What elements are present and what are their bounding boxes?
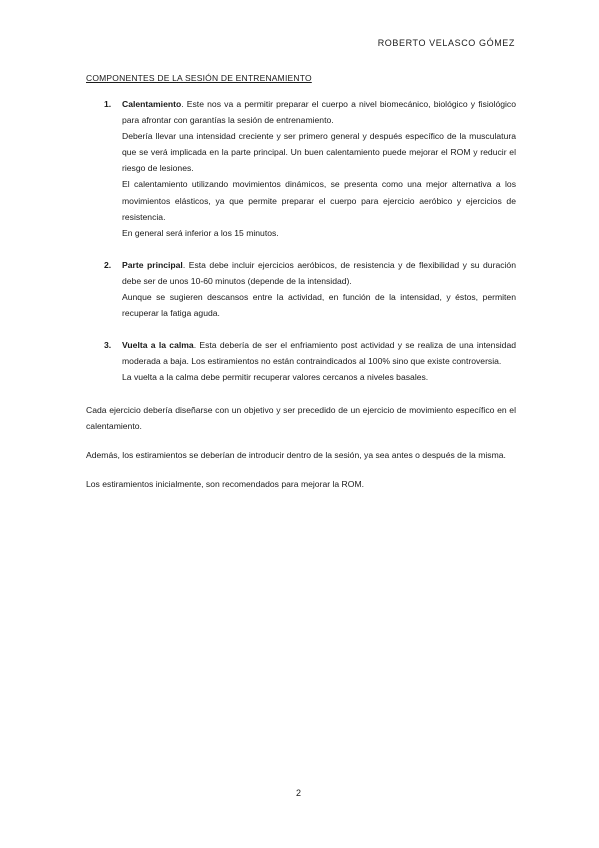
body-paragraph: Cada ejercicio debería diseñarse con un objetivo y ser precedido de un ejercicio de movimiento específico en el calentamiento. [86, 405, 516, 432]
list-item-title: Vuelta a la calma [122, 340, 194, 351]
list-item-body [122, 96, 516, 241]
list-item-body [122, 337, 516, 385]
list-number: 2. [104, 259, 112, 270]
list-number: 1. [104, 99, 112, 109]
list-item-lead-text: . Este nos va a permitir preparar el cuerpo a nivel biomecánico, biológico y fisiológico para afrontar con garantías la sesión de entrenamiento. [122, 99, 516, 126]
section-title: COMPONENTES DE LA SESIÓN DE ENTRENAMIENTO [86, 73, 312, 83]
body-paragraph: Además, los estiramientos se deberían de introducir dentro de la sesión, ya sea antes o después de la misma. [86, 450, 506, 461]
list-item-paragraph: En general será inferior a los 15 minutos. [122, 227, 279, 238]
page-number: 2 [296, 788, 302, 798]
list-item-lead-text: . Esta debe incluir ejercicios aeróbicos, de resistencia y de flexibilidad y su duración debe ser de unos 10-60 minutos (depende de la intensidad). [122, 259, 516, 286]
list-item-lead [122, 96, 516, 128]
list-item-cooldown [86, 337, 516, 385]
list-item-lead [122, 337, 516, 369]
list-item-paragraph: La vuelta a la calma debe permitir recuperar valores cercanos a niveles basales. [122, 372, 429, 383]
list-item-warmup [86, 96, 516, 241]
page-header-author: ROBERTO VELASCO GÓMEZ [377, 38, 515, 48]
body-paragraph: Los estiramientos inicialmente, son recomendados para mejorar la ROM. [86, 479, 364, 490]
list-item-title: Calentamiento [122, 99, 182, 109]
list-item-lead-text: . Esta debería de ser el enfriamiento post actividad y se realiza de una intensidad moderada a baja. Los estiramientos no están contraindicados al 100% sino que existe controversia. [122, 340, 516, 367]
body-paragraphs [86, 402, 516, 505]
list-item-lead [122, 257, 516, 289]
list-item-paragraph: Aunque se sugieren descansos entre la actividad, en función de la intensidad, y éstos, permiten recuperar la fatiga aguda. [122, 292, 516, 319]
numbered-list [86, 96, 516, 402]
list-number: 3. [104, 340, 112, 351]
list-item-paragraph: Debería llevar una intensidad creciente y ser primero general y después específico de la musculatura que se verá implicada en la parte principal. Un buen calentamiento puede mejorar el ROM y reducir el riesgo de lesiones. [122, 131, 516, 174]
list-item-paragraph: El calentamiento utilizando movimientos dinámicos, se presenta como una mejor alternativa a los movimientos elásticos, ya que permite preparar el cuerpo para ejercicio aeróbico y ejercicios de resistencia. [122, 179, 516, 222]
list-item-title: Parte principal [122, 259, 183, 270]
list-item-main-part [86, 257, 516, 321]
list-item-body [122, 257, 516, 321]
